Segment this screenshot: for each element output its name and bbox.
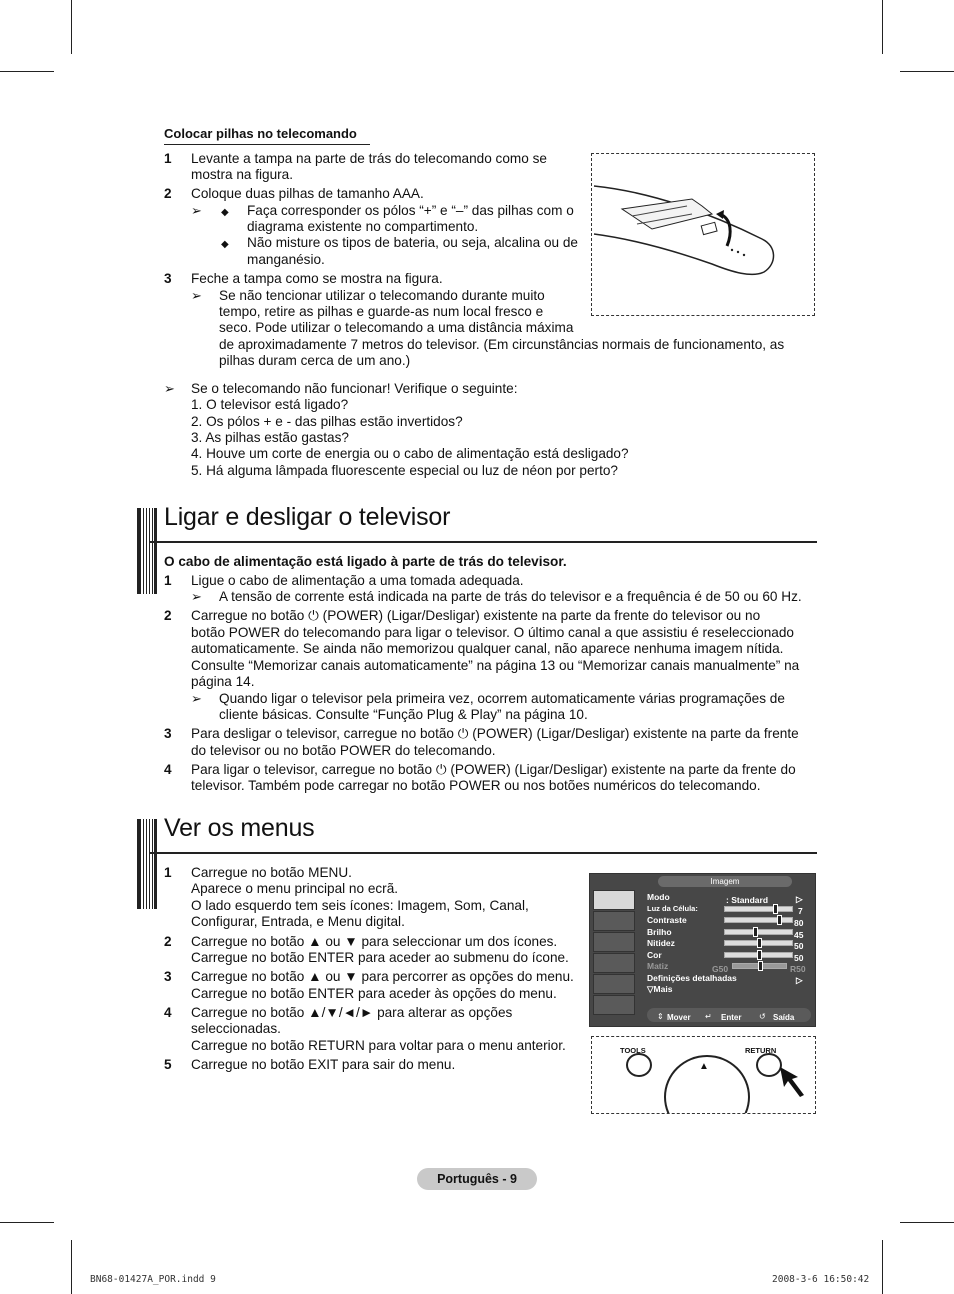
step-number: 2 [164,186,172,201]
slider[interactable] [724,940,793,946]
crop-mark [882,0,883,54]
step-number: 1 [164,151,172,166]
menu-value: 80 [794,918,804,928]
step-text: botão POWER do telecomando para ligar o televisor. O último canal a que assistiu é reseleccionado [191,625,794,640]
crop-mark [71,1240,72,1294]
step-number: 1 [164,865,172,880]
troubleshoot-line: 5. Há alguma lâmpada fluorescente especial ou luz de néon por perto? [191,463,618,478]
note-text: Se não tencionar utilizar o telecomando durante muito [219,288,545,303]
digital-menu-icon[interactable] [593,995,635,1015]
crop-mark [0,71,54,72]
step-text: Carregue no botão ▲ ou ▼ para percorrer as opções do menu. [191,969,574,984]
slider-knob[interactable] [777,915,782,925]
step-text: Consulte “Memorizar canais automaticamente” na página 13 ou “Memorizar canais manualmente” na [191,658,800,673]
menu-row-cell-light[interactable]: Luz da Célula: [647,904,698,913]
step-text: Feche a tampa como se mostra na figura. [191,271,443,286]
step-number: 2 [164,934,172,949]
section-title: Ligar e desligar o televisor [164,503,451,531]
return-label: RETURN [745,1046,777,1055]
note-text: diagrama existente no compartimento. [247,219,479,234]
slider[interactable] [732,963,787,969]
remote-buttons-figure [591,1036,816,1114]
slider[interactable] [724,952,793,958]
sound-icon[interactable] [593,911,635,931]
arrow-right-icon: ▷ [796,975,803,985]
note-text: Quando ligar o televisor pela primeira vez, ocorrem automaticamente várias programações de [219,691,785,706]
page-number-badge: Português - 9 [417,1168,537,1190]
remote-control-icon [592,154,814,315]
menu-title-bar: Imagem [658,876,792,887]
tools-label: TOOLS [620,1046,646,1055]
step-text: Coloque duas pilhas de tamanho AAA. [191,186,424,201]
troubleshoot-line: 3. As pilhas estão gastas? [191,430,349,445]
slider-knob[interactable] [758,961,763,971]
up-arrow-icon[interactable]: ▲ [699,1061,709,1072]
note-text: de aproximadamente 7 metros do televisor. (Em circunstâncias normais de funcionamento, as [219,337,785,352]
menu-value: 7 [798,906,803,916]
step-text: Para ligar o televisor, carregue no botão ⏻ (POWER) (Ligar/Desligar) existente na parte da frente do [191,762,796,777]
step-number: 2 [164,608,172,623]
troubleshoot-line: 4. Houve um corte de energia ou o cabo de alimentação está desligado? [191,446,629,461]
note-arrow-icon: ➢ [191,691,202,706]
step-text: Carregue no botão ENTER para aceder às opções do menu. [191,986,557,1001]
slider[interactable] [724,917,793,923]
step-text: Carregue no botão ▲ ou ▼ para seleccionar um dos ícones. [191,934,558,949]
menu-row-tint[interactable]: Matiz [647,961,669,971]
remote-battery-figure [591,153,815,316]
menu-row-color[interactable]: Cor [647,950,662,960]
menu-row-brightness[interactable]: Brilho [647,927,672,937]
note-text: Faça corresponder os pólos “+” e “–” das pilhas com o [247,203,574,218]
troubleshoot-line: Se o telecomando não funcionar! Verifique o seguinte: [191,381,518,396]
setup-icon[interactable] [593,953,635,973]
step-text: Aparece o menu principal no ecrã. [191,881,399,896]
step-number: 3 [164,969,172,984]
print-date-info: 2008-3-6 16:50:42 [772,1274,870,1285]
slider-knob[interactable] [753,927,758,937]
note-text: seco. Pode utilizar o telecomando a uma distância máxima [219,320,574,335]
input-icon[interactable] [593,974,635,994]
step-text: Levante a tampa na parte de trás do telecomando como se [191,151,547,166]
slider-knob[interactable] [757,938,762,948]
note-text: cliente básicas. Consulte “Função Plug & Play” na página 10. [219,707,588,722]
section-bar [137,819,157,909]
menu-row-mode[interactable]: Modo [647,892,670,902]
crop-mark [71,0,72,54]
return-icon: ↺ [759,1012,766,1021]
pointer-arrow-icon [778,1065,808,1099]
footer-label-move: Mover [667,1013,691,1022]
battery-heading: Colocar pilhas no telecomando [164,126,357,141]
menu-row-contrast[interactable]: Contraste [647,915,687,925]
slider[interactable] [724,929,793,935]
step-text: página 14. [191,674,255,689]
arrow-right-icon: ▷ [796,894,803,904]
menu-row-sharpness[interactable]: Nitidez [647,938,675,948]
section-bar [137,508,157,594]
crop-mark [900,1222,954,1223]
step-text: do televisor ou no botão POWER do telecomando. [191,743,496,758]
diamond-bullet-icon: ◆ [221,239,229,250]
footer-label-exit: Saída [773,1013,795,1022]
step-text: Carregue no botão MENU. [191,865,352,880]
menu-value: G50 [712,964,729,974]
note-text: tempo, retire as pilhas e guarde-as num local fresco e [219,304,544,319]
troubleshoot-line: 2. Os pólos + e - das pilhas estão invertidos? [191,414,463,429]
step-text: mostra na figura. [191,167,293,182]
menu-value: 50 [794,941,804,951]
step-number: 3 [164,726,172,741]
section-rule [150,852,817,854]
step-text: Carregue no botão ENTER para aceder ao submenu do ícone. [191,950,569,965]
troubleshoot-line: 1. O televisor está ligado? [191,397,349,412]
step-text: automaticamente. Se ainda não memorizou qualquer canal, não aparece nenhuma imagem nítida. [191,641,784,656]
note-text: A tensão de corrente está indicada na parte de trás do televisor e a frequência é de 50 ou 60 Hz. [219,589,802,604]
note-arrow-icon: ➢ [164,381,175,396]
step-text: seleccionadas. [191,1021,281,1036]
power-intro: O cabo de alimentação está ligado à parte de trás do televisor. [164,554,567,569]
section-title: Ver os menus [164,814,315,842]
section-rule [150,541,817,543]
step-text: Carregue no botão ⏻ (POWER) (Ligar/Desligar) existente na parte da frente do televisor ou no [191,608,761,623]
step-number: 4 [164,1005,172,1020]
crop-mark [900,71,954,72]
menu-row-more[interactable]: ▽Mais [647,984,673,994]
step-text: O lado esquerdo tem seis ícones: Imagem, Som, Canal, [191,898,529,913]
step-number: 1 [164,573,172,588]
crop-mark [882,1240,883,1294]
menu-value: R50 [790,964,806,974]
menu-value: 50 [794,953,804,963]
step-text: Configurar, Entrada, e Menu digital. [191,914,405,929]
dpad[interactable] [664,1055,750,1114]
step-number: 5 [164,1057,172,1072]
menu-footer-bar [647,1008,811,1022]
note-text: pilhas duram cerca de um ano.) [219,353,411,368]
menu-icon-column [590,888,636,1012]
slider-knob[interactable] [773,904,778,914]
menu-value: 45 [794,930,804,940]
step-text: Carregue no botão ▲/▼/◄/► para alterar as opções [191,1005,513,1020]
print-file-info: BN68-01427A_POR.indd 9 [90,1274,216,1285]
enter-icon: ↵ [705,1012,712,1021]
tools-button[interactable] [626,1053,652,1077]
step-text: Para desligar o televisor, carregue no botão ⏻ (POWER) (Ligar/Desligar) existente na parte da frente [191,726,799,741]
tv-menu-screen [589,873,816,1027]
note-text: manganésio. [247,252,325,267]
slider[interactable] [724,906,793,912]
step-text: Ligue o cabo de alimentação a uma tomada adequada. [191,573,524,588]
note-text: Não misture os tipos de bateria, ou seja, alcalina ou de [247,235,578,250]
menu-row-detailed-settings[interactable]: Definições detalhadas [647,973,737,983]
slider-knob[interactable] [757,950,762,960]
diamond-bullet-icon: ◆ [221,207,229,218]
step-text: Carregue no botão RETURN para voltar para o menu anterior. [191,1038,566,1053]
crop-mark [0,1222,54,1223]
heading-underline [164,144,370,145]
step-text: Carregue no botão EXIT para sair do menu. [191,1057,456,1072]
step-number: 3 [164,271,172,286]
note-arrow-icon: ➢ [191,589,202,604]
step-number: 4 [164,762,172,777]
move-icon: ⇕ [657,1012,664,1021]
footer-label-enter: Enter [721,1013,742,1022]
picture-icon[interactable] [593,890,635,910]
step-text: televisor. Também pode carregar no botão POWER ou nos botões numéricos do telecomando. [191,778,761,793]
note-arrow-icon: ➢ [191,203,202,218]
note-arrow-icon: ➢ [191,288,202,303]
channel-icon[interactable] [593,932,635,952]
menu-value: : Standard [726,895,769,905]
